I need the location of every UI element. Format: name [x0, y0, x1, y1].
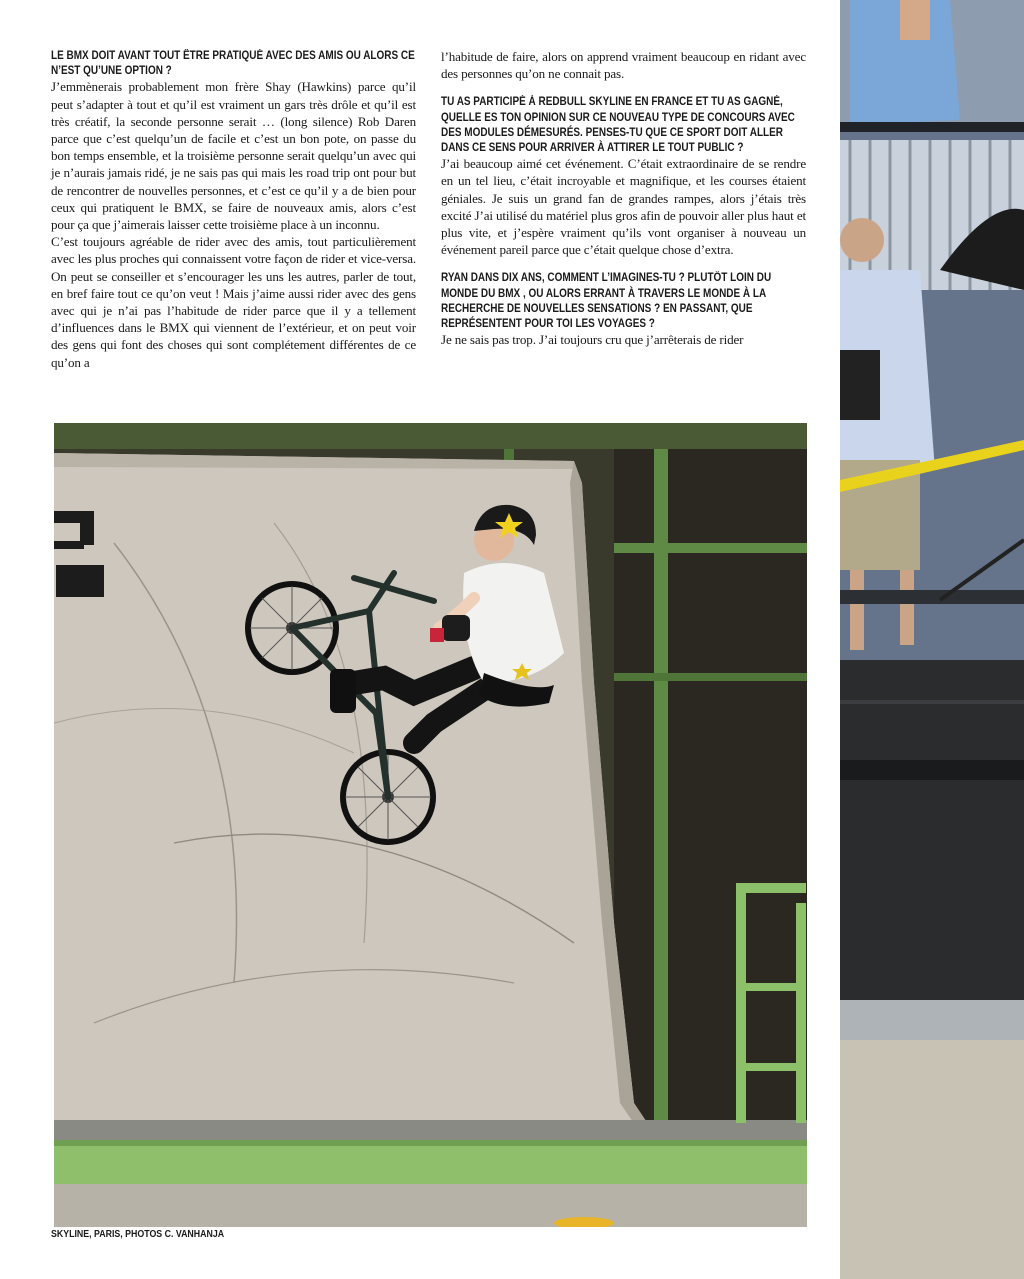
article-column-left	[51, 48, 416, 371]
answer-paragraph-4: Je ne sais pas trop. J’ai toujours cru que j’arrêterais de rider	[441, 332, 744, 348]
article-column-right	[441, 48, 806, 348]
side-photo-illustration	[840, 0, 1024, 1279]
photo-caption: SKYLINE, PARIS, PHOTOS C. VANHANJA	[51, 1229, 225, 1240]
interview-question-2: TU AS PARTICIPÉ À REDBULL SKYLINE EN FRANCE ET TU AS GAGNÉ, QUELLE ES TON OPINION SUR CE NOUVEAU TYPE DE CONCOURS AVEC DES MODULES DÉMESURÉS. PENSES-TU QUE CE SPORT DOIT ALLER DANS CE SENS POUR ARRIVER À ATTIRER LE TOUT PUBLIC ?	[441, 95, 795, 155]
answer-paragraph-2: C’est toujours agréable de rider avec des amis, tout particulièrement avec les plus proches qui connaissent votre façon de rider et vice-versa. On peut se conseiller et s’encourager les uns les autres, parler de tout, en bref faire tout ce qu’on veut ! Mais j’aime aussi rider avec des gens avec qui je n’ai pas l’habitude de rider parce que il y a tellement d’influences dans le BMX qui viennent de l’extérieur, et on peut voir des gens qui font des choses qui sont complétement différentes de ce qu’on a	[51, 234, 416, 370]
interview-question-1: LE BMX DOIT AVANT TOUT ÊTRE PRATIQUÉ AVEC DES AMIS OU ALORS CE N’EST QU’UNE OPTION ?	[51, 49, 415, 78]
side-photo-spectators	[840, 0, 1024, 1279]
answer-paragraph-3: J’ai beaucoup aimé cet événement. C’était extraordinaire de se rendre en un tel lieu, c’était incroyable et magnifique, et les courses étaient géniales. Je suis un grand fan de grandes rampes, alors j’étais très excité J’ai utilisé du matériel plus gros afin de pouvoir aller plus haut et plus vite, et j’espère vraiment qu’ils vont organiser à nouveau un événement pareil parce que c’était quelque chose d’extra.	[441, 156, 806, 258]
answer-continuation: l’habitude de faire, alors on apprend vraiment beaucoup en ridant avec des personnes qu’on ne connait pas.	[441, 49, 806, 82]
bmx-rider-photo	[54, 423, 807, 1227]
interview-question-3: RYAN DANS DIX ANS, COMMENT L’IMAGINES-TU ? PLUTÔT LOIN DU MONDE DU BMX , OU ALORS ERRANT À TRAVERS LE MONDE À LA RECHERCHE DE NOUVELLES SENSATIONS ? EN PASSANT, QUE REPRÉSENTENT POUR TOI LES VOYAGES ?	[441, 271, 772, 331]
bmx-photo-illustration	[54, 423, 807, 1227]
answer-paragraph-1: J’emmènerais probablement mon frère Shay (Hawkins) parce qu’il peut s’adapter à tout et qu’il est vraiment un gars très drôle et qu’il est très créatif, la seconde personne serait … (long silence) Rob Daren parce que c’est quelqu’un de facile et c’est un bon pote, on passe du bon temps ensemble, et la troisième personne serait quelqu’un avec qui je n’aurais jamais ridé, je ne sais pas qui mais les road trip ont pour but de rencontrer de nouvelles personnes, et c’est ce qu’il y a de bien pour ceux qui pratiquent le BMX, se faire de nouveaux amis, alors c’est pour ça que j’aimerais laisser cette troisième place à un inconnu.	[51, 79, 416, 233]
